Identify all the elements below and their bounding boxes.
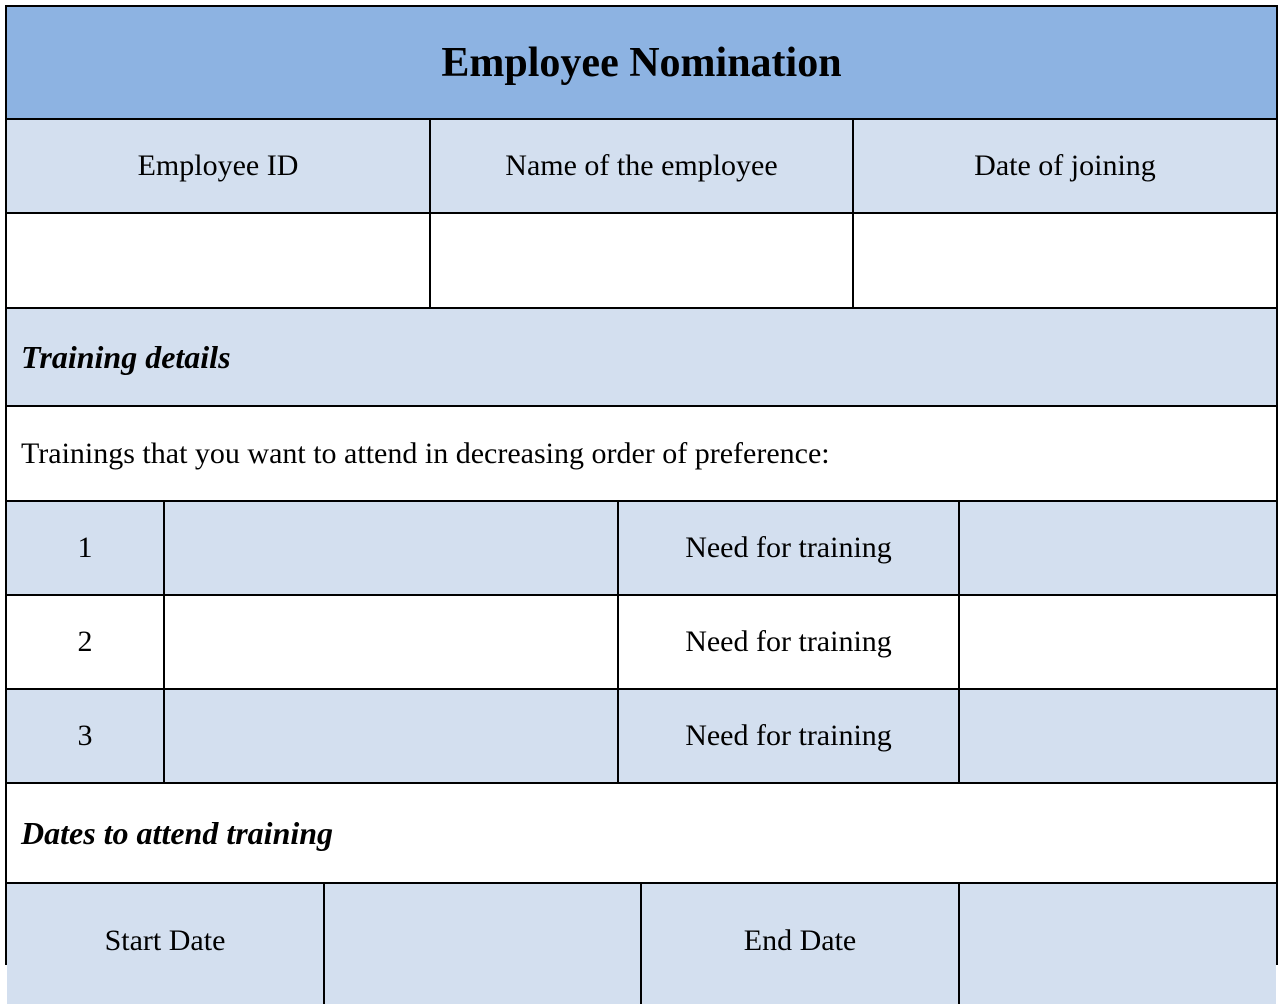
employee-input-row [7,214,1276,309]
training-name-cell [163,690,617,782]
employee-nomination-form [5,5,1278,965]
dates-heading: Dates to attend training [21,814,334,851]
employee-id-field[interactable] [7,214,429,307]
dates-row [7,884,1276,1004]
start-date-field[interactable] [325,884,640,1004]
start-date-label: Start Date [104,924,226,957]
training-row-3 [7,690,1276,784]
training-name-cell [163,502,617,594]
employee-name-cell [429,214,852,307]
title-row [7,7,1276,120]
end-date-label: End Date [640,884,958,1004]
need-for-training-cell [958,596,1276,688]
training-1-need-field[interactable] [960,502,1276,594]
training-3-name-field[interactable] [165,690,617,782]
training-name-cell [163,596,617,688]
start-date-cell [323,884,640,1004]
dates-section-row [7,784,1276,884]
employee-header-row [7,120,1276,214]
training-number: 1 [77,531,93,564]
date-of-joining-cell [852,214,1276,307]
training-3-need-field[interactable] [960,690,1276,782]
end-date-field[interactable] [960,884,1276,1004]
training-row-2 [7,596,1276,690]
date-of-joining-header: Date of joining [852,120,1276,212]
training-number: 3 [77,719,93,752]
need-for-training-label: Need for training [617,502,958,594]
training-1-name-field[interactable] [165,502,617,594]
training-2-name-field[interactable] [165,596,617,688]
need-for-training-label: Need for training [617,596,958,688]
need-for-training-label: Need for training [617,690,958,782]
form-title: Employee Nomination [441,39,842,86]
employee-name-field[interactable] [431,214,852,307]
employee-name-header: Name of the employee [429,120,852,212]
date-of-joining-field[interactable] [854,214,1276,307]
need-for-training-cell [958,690,1276,782]
training-note-row [7,407,1276,502]
end-date-cell [958,884,1276,1004]
training-row-1 [7,502,1276,596]
training-note: Trainings that you want to attend in decreasing order of preference: [21,436,830,470]
need-for-training-cell [958,502,1276,594]
training-2-need-field[interactable] [960,596,1276,688]
employee-id-header: Employee ID [137,149,299,182]
training-number: 2 [77,625,93,658]
training-details-row [7,309,1276,407]
training-details-heading: Training details [21,338,231,375]
employee-id-cell [7,214,429,307]
